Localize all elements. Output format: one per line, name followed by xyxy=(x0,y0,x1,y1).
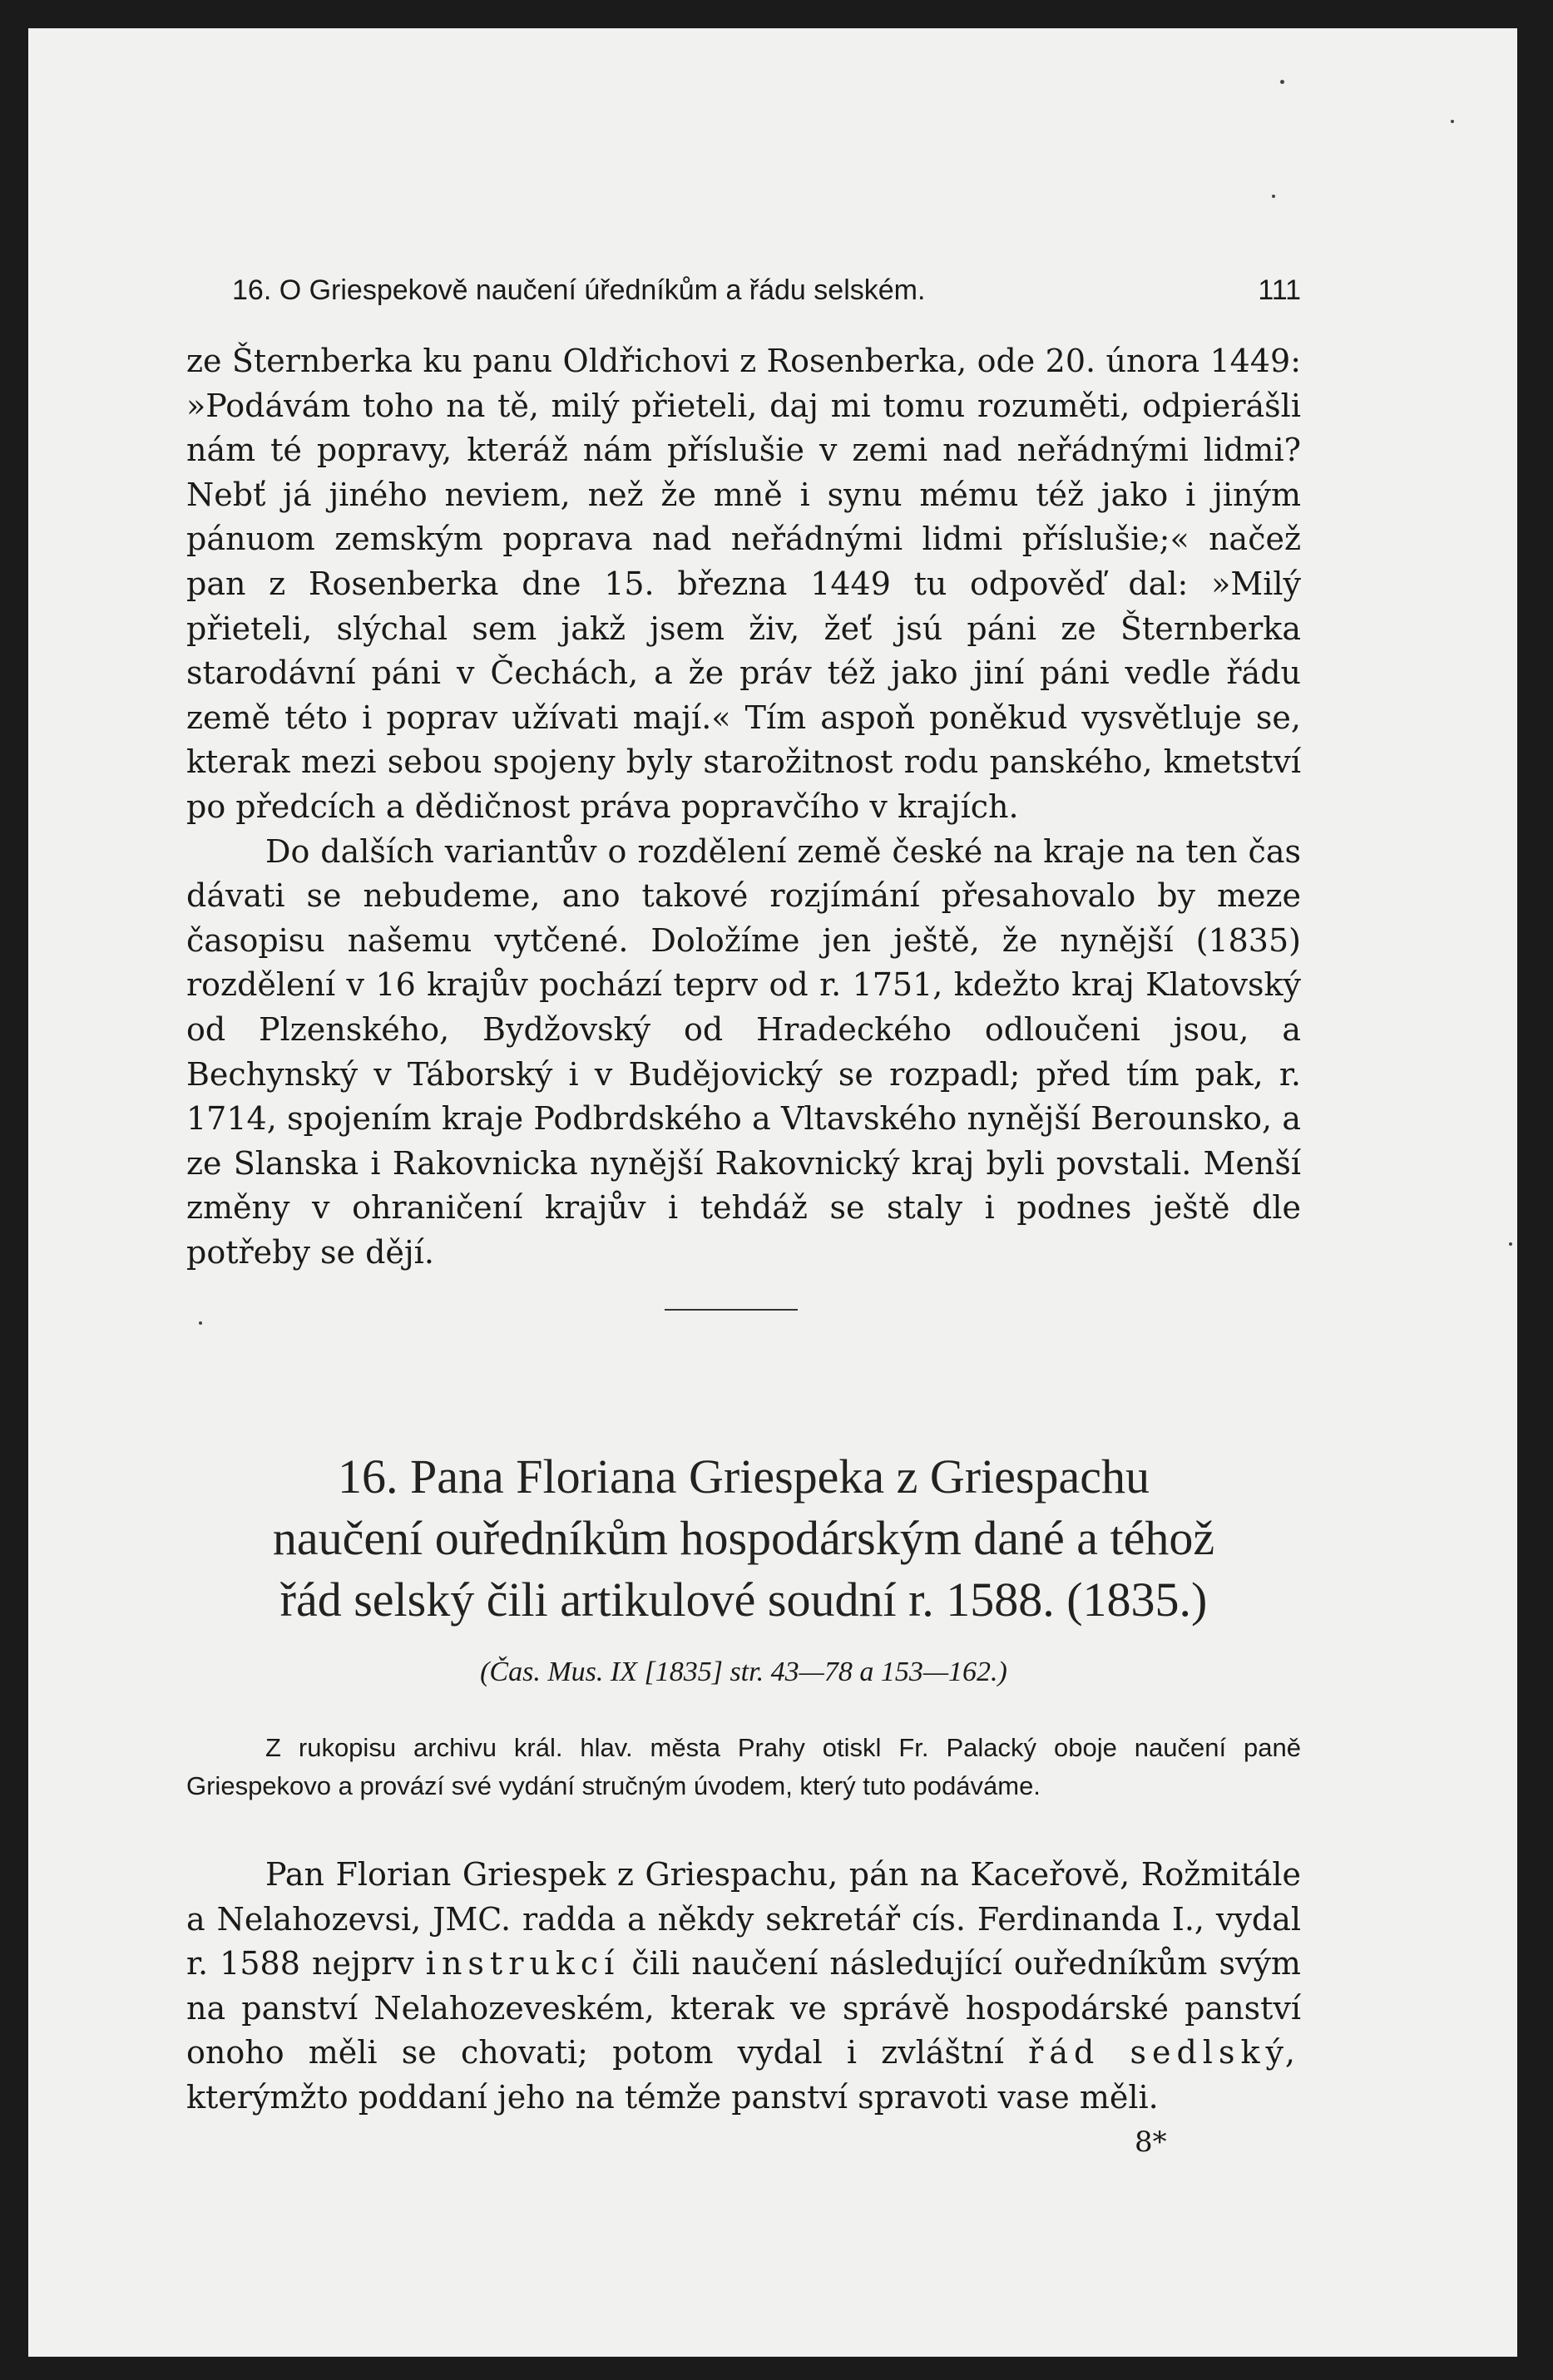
source-citation: (Čas. Mus. IX [1835] str. 43—78 a 153—162.) xyxy=(480,1657,1007,1687)
section-title-line: řád selský čili artikulové soudní r. 1588. (1835.) xyxy=(279,1573,1208,1627)
section-title-line: 16. Pana Floriana Griespeka z Griespachu xyxy=(337,1449,1150,1504)
intro-spaced-term: řád sedlský, xyxy=(1028,2034,1301,2071)
editorial-note xyxy=(186,1729,1301,1805)
intro-text: kterýmžto poddaní jeho na témže panství spravoti vase měli. xyxy=(186,2078,1159,2116)
speck xyxy=(1280,80,1284,84)
section-title-line: naučení ouředníkům hospodárským dané a téhož xyxy=(272,1511,1215,1565)
paragraph-regional-division: Do dalších variantův o rozdělení země české na kraje na ten čas dávati se nebudeme, ano takové rozjímání přesahovalo by meze časopisu našemu vytčené. Doložíme jen ještě, že nynější (1835) rozdělení v 16 krajův pochází teprv od r. 1751, kdežto kraj Klatovský od Plzenského, Bydžovský od Hradeckého odloučeni jsou, a Bechynský v Táborský i v Budějovický se rozpadl; před tím pak, r. 1714, spojením kraje Podbrdského a Vltavského nynější Berounsko, a ze Slanska i Rakovnicka nynější Rakovnický kraj byli povstali. Menší změny v ohraničení krajův i tehdáž se staly i podnes ještě dle potřeby se dějí. xyxy=(186,832,1301,1271)
page-number: 111 xyxy=(1258,274,1301,306)
book-page xyxy=(28,28,1517,2357)
section-title xyxy=(186,1446,1301,1631)
intro-text: čili naučení následující ouředníkům svým na panství Nelahozeveském, kterak ve správě hospodárské panství onoho měli se chovati; potom vydal i zvláštní xyxy=(186,1945,1301,2071)
paragraph-sternberk-letter: ze Šternberka ku panu Oldřichovi z Rosenberka, ode 20. února 1449: »Podávám toho na tě, milý přieteli, daj mi tomu rozuměti, odpierášli nám té popravy, kteráž nám příslušie v zemi nad neřádnými lidmi? Nebť já jiného neviem, než že mně i synu mému též jako i jiným pánuom zemským poprava nad neřádnými lidmi příslušie;« načež pan z Rosenberka dne 15. března 1449 tu odpověď dal: »Milý přieteli, slýchal sem jakž jsem živ, žeť jsú páni ze Šternberka starodávní páni v Čechách, a že práv též jako jiní páni vedle řádu země této i poprav užívati mají.« Tím aspoň poněkud vysvětluje se, kterak mezi sebou spojeny byly starožitnost rodu panského, kmetství po předcích a dědičnost práva popravčího v krajích. xyxy=(186,343,1301,825)
editorial-note-text: Z rukopisu archivu král. hlav. města Prahy otiskl Fr. Palacký oboje naučení paně Griespekovo a provází své vydání stručným úvodem, který tuto podáváme. xyxy=(186,1733,1301,1800)
section-divider xyxy=(665,1309,798,1311)
running-title: 16. O Griespekově naučení úředníkům a řádu selském. xyxy=(232,274,926,306)
signature-mark: 8* xyxy=(1135,2126,1167,2159)
intro-text: Pan Florian Griespek z Griespachu, pán na Kaceřově, Rožmitále a Nelahozevsi, JMC. radda a někdy sekretář cís. Ferdinanda I., vydal r. 1588 nejprv xyxy=(186,1856,1301,1983)
main-text xyxy=(186,339,1301,1275)
speck xyxy=(1451,120,1454,123)
intro-paragraph xyxy=(186,1853,1301,2121)
intro-spaced-term: instrukcí xyxy=(425,1945,621,1983)
speck xyxy=(1509,1242,1512,1246)
speck xyxy=(1272,195,1275,198)
speck xyxy=(199,1321,202,1325)
